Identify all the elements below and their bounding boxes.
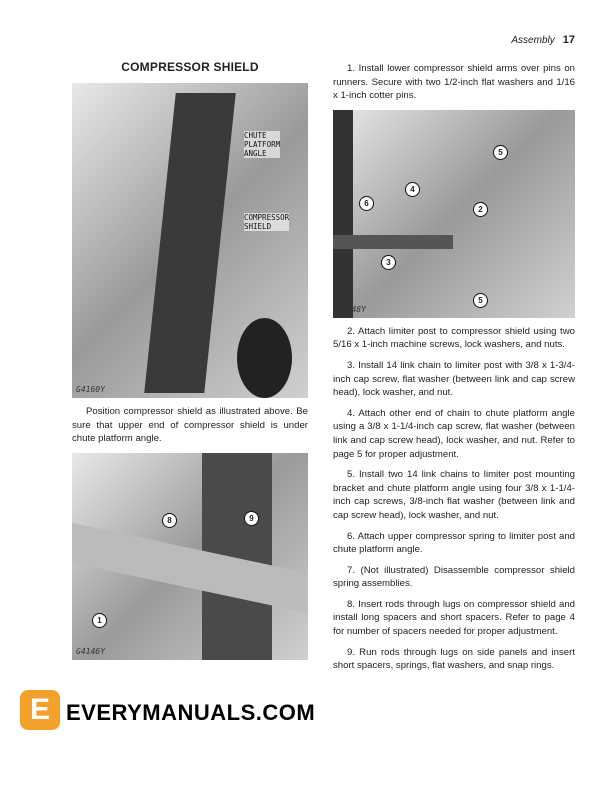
callout-3: 3	[381, 255, 396, 270]
right-column	[333, 62, 575, 680]
callout-6: 6	[359, 196, 374, 211]
figure-compressor-shield	[72, 83, 308, 398]
callout-4: 4	[405, 182, 420, 197]
shield-shape	[144, 93, 236, 393]
watermark-text: EVERYMANUALS.COM	[66, 700, 316, 725]
wheel	[237, 318, 292, 398]
limiter-post	[333, 235, 453, 249]
figure-shield-installation	[72, 453, 308, 660]
callout-9: 9	[244, 511, 259, 526]
watermark-logo: E	[20, 690, 60, 730]
step-1: 1. Install lower compressor shield arms over pins on runners. Secure with two 1/2-inch flat washers and 1/16 x 1-inch cotter pins.	[333, 63, 575, 102]
figure-code: G4146Y	[76, 646, 105, 656]
page-header	[511, 34, 575, 46]
step-4: 4. Attach other end of chain to chute platform angle using a 3/8 x 1-1/4-inch cap screw, flat washer (between link and cap screw head), lock washer, and nut. Refer to page 5 for proper adjustment.	[333, 407, 575, 460]
callout-2: 2	[473, 202, 488, 217]
step-2: 2. Attach limiter post to compressor shield using two 5/16 x 1-inch machine screws, lock washers, and nuts.	[333, 325, 575, 351]
step-3: 3. Install 14 link chain to limiter post with 3/8 x 1-3/4-inch cap screw, flat washer (between link and cap screw head), lock washer, and nut.	[333, 359, 575, 399]
callout-8: 8	[162, 513, 177, 528]
section-name: Assembly	[511, 35, 555, 46]
callout-5b: 5	[473, 293, 488, 308]
post	[333, 110, 353, 318]
step-9: 9. Run rods through lugs on side panels and insert short spacers, springs, flat washers, and snap rings.	[333, 646, 575, 672]
callout-1: 1	[92, 613, 107, 628]
callout-5: 5	[493, 145, 508, 160]
step-7: 7. (Not illustrated) Disassemble compressor shield spring assemblies.	[333, 564, 575, 590]
section-title: COMPRESSOR SHIELD	[121, 60, 259, 74]
step-5: 5. Install two 14 link chains to limiter post mounting bracket and chute platform angle using four 3/8 x 1-1/4-inch cap screws, 3/8-inch flat washer (between link and cap screw head), lock washer, and nut.	[333, 469, 575, 521]
figure-code: G4148Y	[337, 304, 366, 314]
figure-limiter-chains	[333, 110, 575, 318]
runner	[72, 523, 308, 613]
step-6: 6. Attach upper compressor spring to limiter post and chute platform angle.	[333, 530, 575, 556]
left-column	[72, 83, 308, 660]
figure-code: G4160Y	[76, 385, 105, 394]
label-chute-platform-angle: CHUTE PLATFORM ANGLE	[244, 131, 281, 158]
label-compressor-shield: COMPRESSOR SHIELD	[244, 213, 290, 231]
page-number: 17	[562, 34, 575, 46]
positioning-paragraph: Position compressor shield as illustrated above. Be sure that upper end of compressor shield is under chute platform angle.	[72, 406, 308, 445]
step-8: 8. Insert rods through lugs on compressor shield and install long spacers and short spacers. Refer to page 4 for number of spacers needed for proper adjustment.	[333, 598, 575, 638]
